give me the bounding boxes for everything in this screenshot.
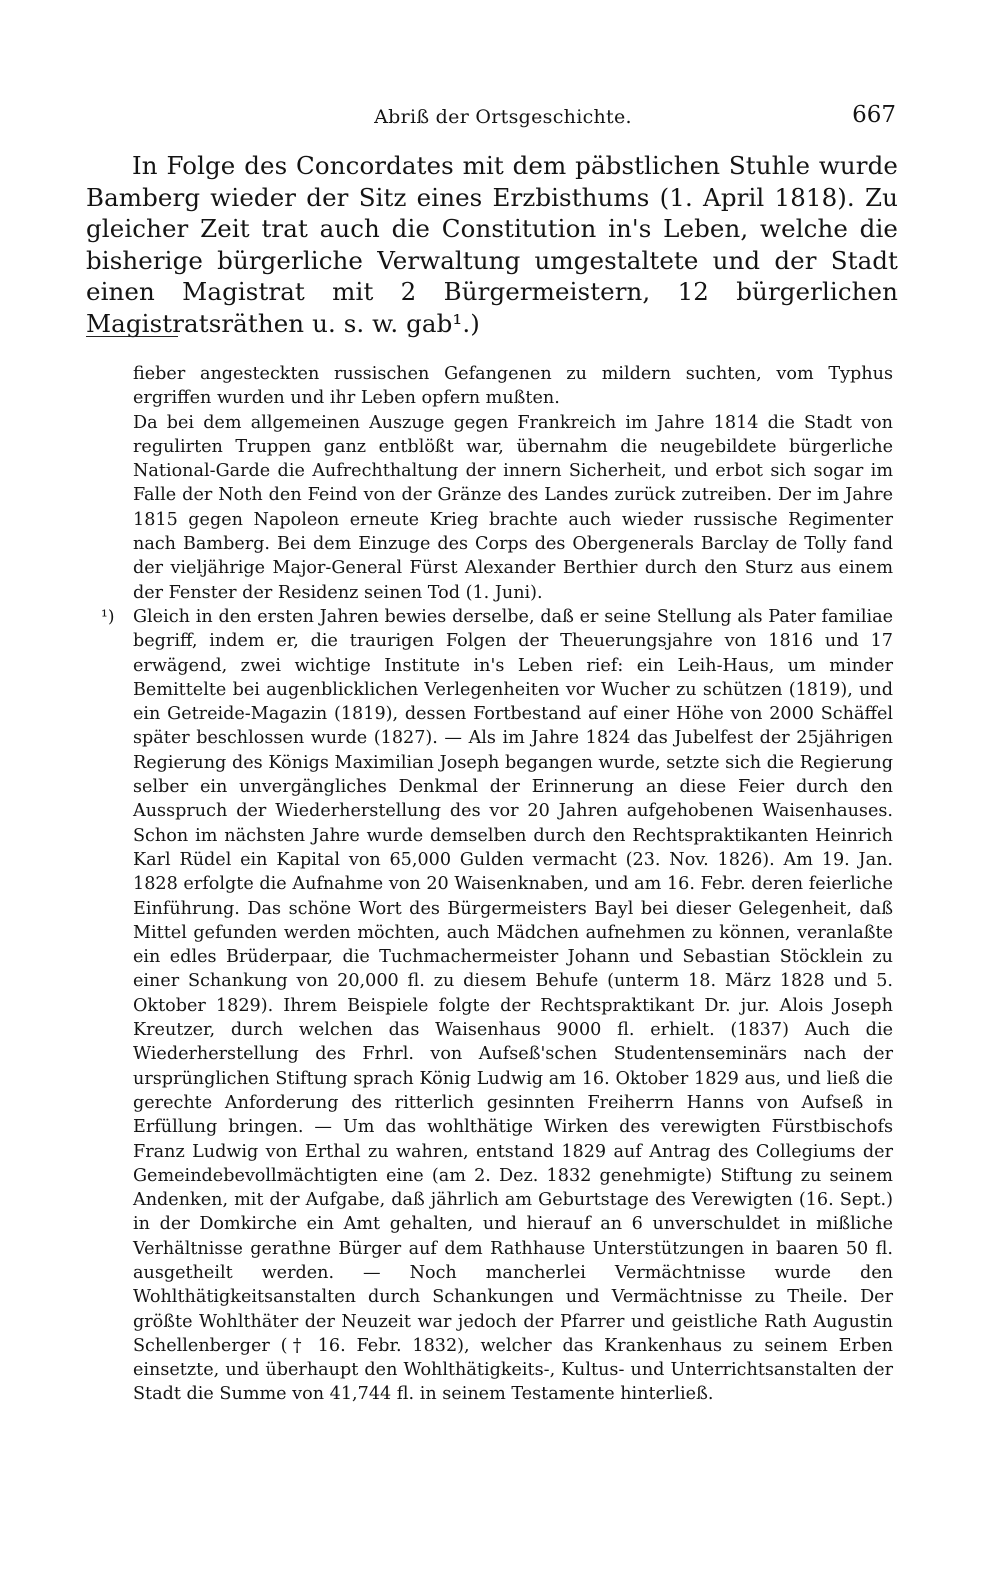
running-head: Abriß der Ortsgeschichte. — [374, 106, 632, 128]
main-paragraph: In Folge des Concordates mit dem päbstlichen Stuhle wurde Bamberg wieder der Sitz eines Erzbisthums (1. April 1818). Zu gleicher Zeit trat auch die Constitution in's Leben, welche die bisherige bürgerliche Verwaltung umgestaltete und der Stadt einen Magistrat mit 2 Bürgermeistern, 12 bürgerlichen Magistratsräthen u. s. w. gab¹.) — [86, 151, 898, 338]
footnotes-block — [101, 362, 893, 1407]
page-number: 667 — [852, 102, 896, 128]
footnote-continuation-2: Da bei dem allgemeinen Auszuge gegen Frankreich im Jahre 1814 die Stadt von regulirten Truppen ganz entblößt war, übernahm die neugebildete bürgerliche National-Garde die Aufrechthaltung der innern Sicherheit, und erbot sich sogar im Falle der Noth den Feind von der Gränze des Landes zurück zutreiben. Der im Jahre 1815 gegen Napoleon erneute Krieg brachte auch wieder russische Regimenter nach Bamberg. Bei dem Einzuge des Corps des Obergenerals Barclay de Tolly fand der vieljährige Major-General Fürst Alexander Berthier durch den Sturz aus einem der Fenster der Residenz seinen Tod (1. Juni). — [133, 412, 893, 603]
footnote-marker: ¹) — [101, 606, 115, 627]
footnote-1 — [101, 605, 893, 1407]
page-header — [110, 100, 896, 134]
footnote-1-text: Gleich in den ersten Jahren bewies derselbe, daß er seine Stellung als Pater familiae begriff, indem er, die traurigen Folgen der Theuerungsjahre von 1816 und 17 erwägend, zwei wichtige Institute in's Leben rief: ein Leih-Haus, um minder Bemittelte bei augenblicklichen Verlegenheiten vor Wucher zu schützen (1819), und ein Getreide-Magazin (1819), dessen Fortbestand auf einer Höhe von 2000 Schäffel später beschlossen wurde (1827). — Als im Jahre 1824 das Jubelfest der 25jährigen Regierung des Königs Maximilian Joseph begangen wurde, setzte sich die Regierung selber ein unvergängliches Denkmal der Erinnerung an diese Feier durch den Ausspruch der Wiederherstellung des vor 20 Jahren aufgehobenen Waisenhauses. Schon im nächsten Jahre wurde demselben durch den Rechtspraktikanten Heinrich Karl Rüdel ein Kapital von 65,000 Gulden vermacht (23. Nov. 1826). Am 19. Jan. 1828 erfolgte die Aufnahme von 20 Waisenknaben, und am 16. Febr. deren feierliche Einführung. Das schöne Wort des Bürgermeisters Bayl bei dieser Gelegenheit, daß Mittel gefunden werden möchten, auch Mädchen aufnehmen zu können, veranlaßte ein edles Brüderpaar, die Tuchmachermeister Johann und Sebastian Stöcklein zu einer Schankung von 20,000 fl. zu diesem Behufe (unterm 18. März 1828 und 5. Oktober 1829). Ihrem Beispiele folgte der Rechtspraktikant Dr. jur. Alois Joseph Kreutzer, durch welchen das Waisenhaus 9000 fl. erhielt. (1837) Auch die Wiederherstellung des Frhrl. von Aufseß'schen Studentenseminärs nach der ursprünglichen Stiftung sprach König Ludwig am 16. Oktober 1829 aus, und ließ die gerechte Anforderung des ritterlich gesinnten Freiherrn Hanns von Aufseß in Erfüllung bringen. — Um das wohlthätige Wirken des verewigten Fürstbischofs Franz Ludwig von Erthal zu wahren, entstand 1829 auf Antrag des Collegiums der Gemeindebevollmächtigten eine (am 2. Dez. 1832 genehmigte) Stiftung zu seinem Andenken, mit der Aufgabe, daß jährlich am Geburtstage des Verewigten (16. Sept.) in der Domkirche ein Amt gehalten, und hierauf an 6 unverschuldet in mißliche Verhältnisse gerathne Bürger auf dem Rathhause Unterstützungen in baaren 50 fl. ausgetheilt werden. — Noch mancherlei Vermächtnisse wurde den Wohlthätigkeitsanstalten durch Schankungen und Vermächtnisse zu Theile. Der größte Wohlthäter der Neuzeit war jedoch der Pfarrer und geistliche Rath Augustin Schellenberger († 16. Febr. 1832), welcher das Krankenhaus zu seinem Erben einsetzte, und überhaupt den Wohlthätigkeits-, Kultus- und Unterrichtsanstalten der Stadt die Summe von 41,744 fl. in seinem Testamente hinterließ. — [133, 606, 893, 1405]
footnote-separator-rule — [86, 336, 178, 337]
footnote-continuation-1: fieber angesteckten russischen Gefangenen zu mildern suchten, vom Typhus ergriffen wurden und ihr Leben opfern mußten. — [133, 364, 893, 409]
